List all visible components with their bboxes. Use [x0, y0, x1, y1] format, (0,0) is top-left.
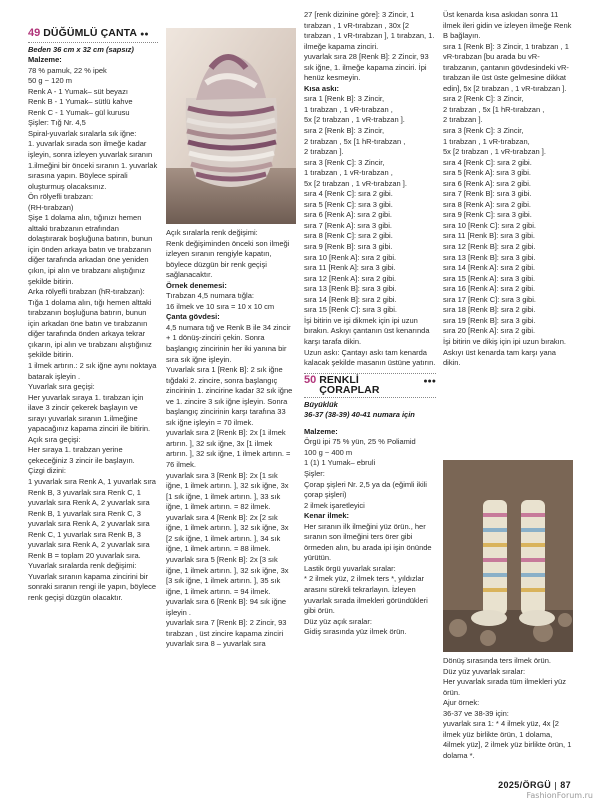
issue-label: 2025/ÖRGÜ — [498, 780, 552, 790]
text-line: Yuvarlak sıra geçişi: — [28, 382, 95, 392]
section-heading: Malzeme: — [28, 55, 62, 65]
text-line: 5x [2 tırabzan , 1 vR-tırabzan ]. — [443, 147, 546, 157]
text-line: sıra 3 [Renk C]: 3 Zincir, — [443, 126, 524, 136]
text-line: sıra 19 [Renk B]: sıra 3 gibi. — [443, 315, 536, 325]
text-line: 1 yuvarlak sıra Renk A, 1 yuvarlak sıra Renk B, 3 yuvarlak sıra Renk C, 1 yuvarlak sıra Renk A, 2 yuvarlak sıra Renk B, 1 yuvarlak sıra Renk C, 3 yuvarlak sıra Renk A, 2 yuvarlak sıra Renk C, 1 yuvarlak sıra Renk B, 3 yuvarlak sıra Renk A, 2 yuvarlak sıra Renk B = toplam 20 yuvarlak sıra. — [28, 476, 156, 560]
text-line: Renk değişiminden önceki son ilmeği izleyen sıranın rengiyle kapatın, böylece düzgün bir renk geçişi sağlanacaktır. — [166, 238, 290, 280]
text-line: sıra 3 [Renk C]: 3 Zincir, — [304, 157, 385, 167]
text-line: Şişler: Tığ Nr. 4,5 — [28, 118, 86, 128]
text-line: sıra 20 [Renk A]: sıra 2 gibi. — [443, 326, 536, 336]
text-line: Lastik örgü yuvarlak sıralar: — [304, 563, 396, 573]
text-line: Açık sıralarla renk değişimi: — [166, 228, 258, 237]
section-heading: Çanta gövdesi: — [166, 312, 220, 322]
text-line: Spiral-yuvarlak sıralarla sık iğne: — [28, 128, 137, 138]
text-line: sıra 10 [Renk C]: sıra 2 gibi. — [443, 220, 536, 230]
text-line: 100 g ~ 400 m — [304, 447, 353, 457]
section-heading: Kenar ilmek: — [304, 511, 350, 521]
text-line: sıra 14 [Renk B]: sıra 2 gibi. — [304, 294, 397, 304]
text-line: sıra 6 [Renk A]: sıra 2 gibi. — [443, 178, 531, 188]
text-line: sıra 2 [Renk C]: 3 Zincir, — [443, 94, 524, 104]
difficulty-indicator: ●● — [140, 31, 149, 38]
text-line: sıra 13 [Renk B]: sıra 3 gibi. — [443, 252, 536, 262]
text-line: sıra 15 [Renk A]: sıra 3 gibi. — [443, 273, 536, 283]
text-line: Tırabzan 4,5 numara tığla: — [166, 291, 254, 301]
text-line: Yuvarlak sıranın kapama zincirini bir sonraki sıranın rengi ile yapın, böylece renk geçişi düzgün olacaktır. — [28, 571, 156, 602]
pattern-49-text-a — [28, 55, 158, 603]
text-line: 27 [renk dizinine göre]: 3 Zincir, 1 tırabzan , 1 vR-tırabzan , 30x [2 tırabzan , 1 vR-tırabzan ], 1 tırabzan, 1. ilmeğe kapama zinciri. — [304, 10, 435, 51]
pattern-number: 49 — [28, 27, 41, 39]
text-line: Renk A - 1 Yumak– süt beyazı — [28, 86, 128, 96]
text-line: sıra 9 [Renk B]: sıra 3 gibi. — [304, 242, 393, 252]
text-line: Şişler: — [304, 468, 325, 478]
text-line: Düz yüz yuvarlak sıralar: — [443, 666, 526, 676]
text-line: 4,5 numara tığ ve Renk B ile 34 zincir + 1 dönüş-zinciri çekin. Sonra başlangıç zincirinin her iki yanına bir sıra sık iğne işleyin. — [166, 322, 291, 364]
bag-photo — [166, 28, 296, 224]
text-line: Her yuvarlak sıraya 1. tırabzan için ilave 3 zincir çekerek başlayın ve sırayı yuvarlak sıranın 1.ilmeğine yapacağınız kapama zinciri ile bitirin. — [28, 392, 151, 434]
text-line: sıra 1 [Renk B]: 3 Zincir, — [304, 94, 385, 104]
page-number: 87 — [560, 780, 571, 790]
pattern-49-text-d — [443, 10, 573, 369]
text-line: Üst kenarda kısa askıdan sonra 11 ilmek ileri gidin ve izleyen ilmeğe Renk B bağlayın. — [443, 10, 572, 41]
text-line: sıra 7 [Renk B]: sıra 3 gibi. — [443, 189, 532, 199]
text-line: Her yuvarlak sırada tüm ilmekleri yüz örün. — [443, 677, 566, 697]
text-line: sıra 17 [Renk C]: sıra 3 gibi. — [443, 294, 536, 304]
text-line: sıra 12 [Renk A]: sıra 2 gibi. — [304, 273, 397, 283]
section-heading: Örnek denemesi: — [166, 280, 227, 290]
text-line: 1 tırabzan , 1 vR-tırabzan, — [443, 136, 530, 146]
text-line: yuvarlak sıra 3 [Renk B]: 2x [1 sık iğne, 1 ilmek artırın. ], 32 sık iğne, 3x [1 sık iğne, 1 ilmek artırın. ], 33 sık iğne, 1 ilmek artırın. = 82 ilmek. — [166, 470, 289, 512]
text-line: sıra 4 [Renk C]: sıra 2 gibi. — [443, 157, 532, 167]
column-4 — [443, 10, 573, 369]
text-line: * 2 ilmek yüz, 2 ilmek ters *, yıldızlar arasını sürekli tekrarlayın. İzleyen yuvarlak sırada ilmekleri göründükleri gibi örün. — [304, 574, 428, 616]
pattern-50-text-b — [443, 656, 573, 761]
difficulty-indicator: ●●● — [423, 377, 436, 385]
text-line: 2 tırabzan , 5x [1 hR-tırabzan , — [443, 104, 545, 114]
text-line: sıra 5 [Renk A]: sıra 3 gibi. — [443, 168, 531, 178]
text-line: Renk B - 1 Yumak– sütlü kahve — [28, 97, 133, 107]
pattern-49-text-b — [166, 228, 296, 650]
section-heading: Malzeme: — [304, 426, 338, 436]
text-line: Uzun askı: Çantayı askı tam kenarda kalacak şekilde masanın üstüne yatırın. — [304, 347, 436, 368]
text-line: sıra 1 [Renk B]: 3 Zincir, 1 tırabzan , 1 vR-tırabzan [bu arada bu vR-tırabzanın, çantanın gövdesindeki vR-tırabzan ile üst üste gelmesine dikkat edin], 5x [2 tırabzan , 1 vR-tırabzan ]. — [443, 41, 569, 93]
text-line: sıra 5 [Renk C]: sıra 3 gibi. — [304, 199, 393, 209]
pattern-49-header — [28, 28, 158, 43]
text-line: sıra 16 [Renk A]: sıra 2 gibi. — [443, 284, 536, 294]
text-line: sıra 12 [Renk B]: sıra 2 gibi. — [443, 242, 536, 252]
size-label: Büyüklük — [304, 399, 338, 409]
column-2 — [166, 228, 296, 650]
text-line: 16 ilmek ve 10 sıra = 10 x 10 cm — [166, 301, 275, 311]
column-3 — [304, 10, 436, 638]
socks-photo — [443, 460, 573, 652]
text-line: Ön rölyefli tırabzan: — [28, 192, 94, 202]
text-line: Düz yüz açık sıralar: — [304, 616, 372, 626]
text-line: Şişe 1 dolama alın, tığınızı hemen alttaki tırabzanın etrafından dolaştırarak boşluğuna batırın, bunun için önden arkaya batın ve tırabzanın diğer tarafında arkadan öne yeniden çıkın, ipi alın ve tırabzanı alıştığınız şekilde bitirin. — [28, 213, 153, 286]
text-line: yuvarlak sıra 28 [Renk B]: 2 Zincir, 93 sık iğne, 1. ilmeğe kapama zinciri. İpi henüz kesmeyin. — [304, 52, 429, 83]
text-line: Çorap şişleri Nr. 2,5 ya da (eğimli ikili çorap şişleri) — [304, 479, 427, 500]
text-line: Yuvarlak sıralarda renk değişimi: — [28, 561, 137, 571]
text-line: 2 tırabzan ]. — [304, 147, 344, 157]
pattern-49-text-c — [304, 10, 436, 369]
text-line: 5x [2 tırabzan , 1 vR-trabzan ]. — [304, 115, 405, 125]
text-line: (RH-tırabzan) — [28, 202, 74, 212]
text-line: İşi bitirin ve işi dikmek için ipi uzun bırakın. Askıyı çantanın üst kenarında karşı tarafa dikin. — [304, 315, 430, 346]
pattern-50-text-a — [304, 427, 436, 638]
text-line: yuvarlak sıra 1: * 4 ilmek yüz, 4x [2 ilmek yüz birlikte örün, 1 dolama, 4ilmek yüz], 2 ilmek yüz birlikte örün, 1 dolama *. — [443, 719, 572, 760]
text-line: Dönüş sırasında ters ilmek örün. — [443, 656, 551, 665]
text-line: sıra 14 [Renk A]: sıra 2 gibi. — [443, 263, 536, 273]
text-line: Arka rölyefli tırabzan (hR-tırabzan): Tığa 1 dolama alın, tığı hemen alttaki tırabzanın boşluğuna batırın, bunun için arkadan öne batın ve tırabzanın diğer tarafında önden arkaya tekrar çıkarın, ipi alın ve tırabzanı alıştığınız şekilde bitirin. — [28, 287, 152, 360]
size-values: 36-37 (38-39) 40-41 numara için — [304, 410, 415, 420]
text-line: yuvarlak sıra 8 – yuvarlak sıra — [166, 639, 266, 649]
page-footer — [498, 780, 571, 790]
text-line: yuvarlak sıra 2 [Renk B]: 2x [1 ilmek artırın. ], 32 sık iğne, 3x [1 ilmek artırın. ], 32 sık iğne, 1 ilmek artırın. = 76 ilmek. — [166, 428, 291, 470]
text-line: Renk C - 1 Yumak– gül kurusu — [28, 107, 130, 117]
text-line: 2 ilmek işaretleyici — [304, 500, 365, 510]
text-line: 1 tırabzan , 1 vR-tırabzan , — [304, 104, 393, 114]
text-line: sıra 6 [Renk A]: sıra 2 gibi. — [304, 210, 392, 220]
text-line: 78 % pamuk, 22 % ipek — [28, 65, 107, 75]
text-line: Çizgi dizini: — [28, 466, 66, 476]
text-line: yuvarlak sıra 7 [Renk B]: 2 Zincir, 93 tırabzan , üst zincire kapama zinciri — [166, 618, 287, 638]
pattern-size: Beden 36 cm x 32 cm (sapsız) — [28, 44, 134, 54]
text-line: sıra 4 [Renk C]: sıra 2 gibi. — [304, 189, 393, 199]
text-line: sıra 18 [Renk B]: sıra 2 gibi. — [443, 305, 536, 315]
watermark: FashionForum.ru — [526, 791, 593, 800]
text-line: sıra 13 [Renk B]: sıra 3 gibi. — [304, 284, 397, 294]
text-line: 1 tırabzan , 1 vR-tırabzan , — [304, 168, 393, 178]
text-line: yuvarlak sıra 6 [Renk B]: 94 sık iğne işleyin . — [166, 597, 287, 617]
text-line: sıra 8 [Renk C]: sıra 2 gibi. — [304, 231, 393, 241]
footer-divider — [555, 782, 556, 790]
text-line: sıra 11 [Renk A]: sıra 3 gibi. — [304, 263, 396, 273]
text-line: Yuvarlak sıra 1 [Renk B]: 2 sık iğne tığdaki 2. zincire, sonra başlangıç zincirinin 1. zincirine kadar 32 sık iğne ve 1. zincire 3 sık iğne işleyin. Sonra başlangıç zincirinin karşı tarafına 33 sık iğne işleyin = 70 ilmek. — [166, 365, 293, 427]
text-line: sıra 10 [Renk A]: sıra 2 gibi. — [304, 252, 397, 262]
text-line: Gidiş sırasında yüz ilmek örün. — [304, 627, 407, 637]
section-heading: Kısa askı: — [304, 83, 340, 93]
text-line: Ajur örnek: — [443, 698, 480, 708]
text-line: 50 g ~ 120 m — [28, 76, 72, 86]
text-line: sıra 7 [Renk A]: sıra 3 gibi. — [304, 220, 392, 230]
text-line: sıra 11 [Renk B]: sıra 3 gibi. — [443, 231, 535, 241]
column-1 — [28, 28, 158, 604]
text-line: İşi bitirin ve dikiş için ipi uzun bırakın. Askıyı üst kenarda tam karşı yana dikin. — [443, 336, 566, 368]
text-line: sıra 8 [Renk A]: sıra 2 gibi. — [443, 199, 531, 209]
text-line: Her sıraya 1. tırabzan yerine çekeceğiniz 3 zincir ile başlayın. — [28, 445, 135, 465]
text-line: sıra 9 [Renk C]: sıra 3 gibi. — [443, 210, 532, 220]
pattern-50-header — [304, 373, 436, 398]
text-line: 1 ilmek artırın.: 2 sık iğne aynı noktaya batarak işleyin . — [28, 360, 157, 381]
text-line: Açık sıra geçişi: — [28, 434, 81, 444]
text-line: sıra 2 [Renk B]: 3 Zincir, — [304, 126, 385, 136]
text-line: 2 tırabzan ]. — [443, 115, 483, 125]
text-line: sıra 15 [Renk C]: sıra 3 gibi. — [304, 305, 397, 315]
text-line: 1 (1) 1 Yumak– ebruli — [304, 458, 376, 468]
text-line: 1. yuvarlak sırada son ilmeğe kadar işleyin, sonra izleyen yuvarlak sıranın 1.ilmeğini bir önceki sıranın 1. yuvarlak sırasına yapın. Böylece spirali oluşturmuş olacaksınız. — [28, 139, 158, 191]
text-line: 5x [2 tırabzan , 1 vR-tırabzan ]. — [304, 178, 407, 188]
pattern-title: DÜĞÜMLÜ ÇANTA — [43, 27, 138, 39]
text-line: Örgü ipi 75 % yün, 25 % Poliamid — [304, 437, 416, 447]
column-4-bottom — [443, 656, 573, 761]
pattern-number: 50 — [304, 373, 317, 386]
pattern-title: RENKLİ ÇORAPLAR — [319, 373, 380, 397]
text-line: 36-37 ve 38-39 için: — [443, 708, 509, 718]
text-line: yuvarlak sıra 4 [Renk B]: 2x [2 sık iğne, 1 ilmek artırın. ], 32 sık iğne, 3x [2 sık iğne, 1 ilmek artırın. ], 34 sık iğne, 1 ilmek artırın. = 88 ilmek. — [166, 512, 289, 554]
text-line: 2 tırabzan , 5x [1 hR-tırabzan , — [304, 136, 406, 146]
text-line: yuvarlak sıra 5 [Renk B]: 2x [3 sık iğne, 1 ilmek artırın. ], 32 sık iğne, 3x [3 sık iğne, 1 ilmek artırın. ], 35 sık iğne, 1 ilmek artırın. = 94 ilmek. — [166, 554, 289, 596]
text-line: Her sıranın ilk ilmeğini yüz örün., her sıranın son ilmeğini ters örer gibi örmeden alın, bu arada ipi işin önünde yürütün. — [304, 521, 432, 563]
